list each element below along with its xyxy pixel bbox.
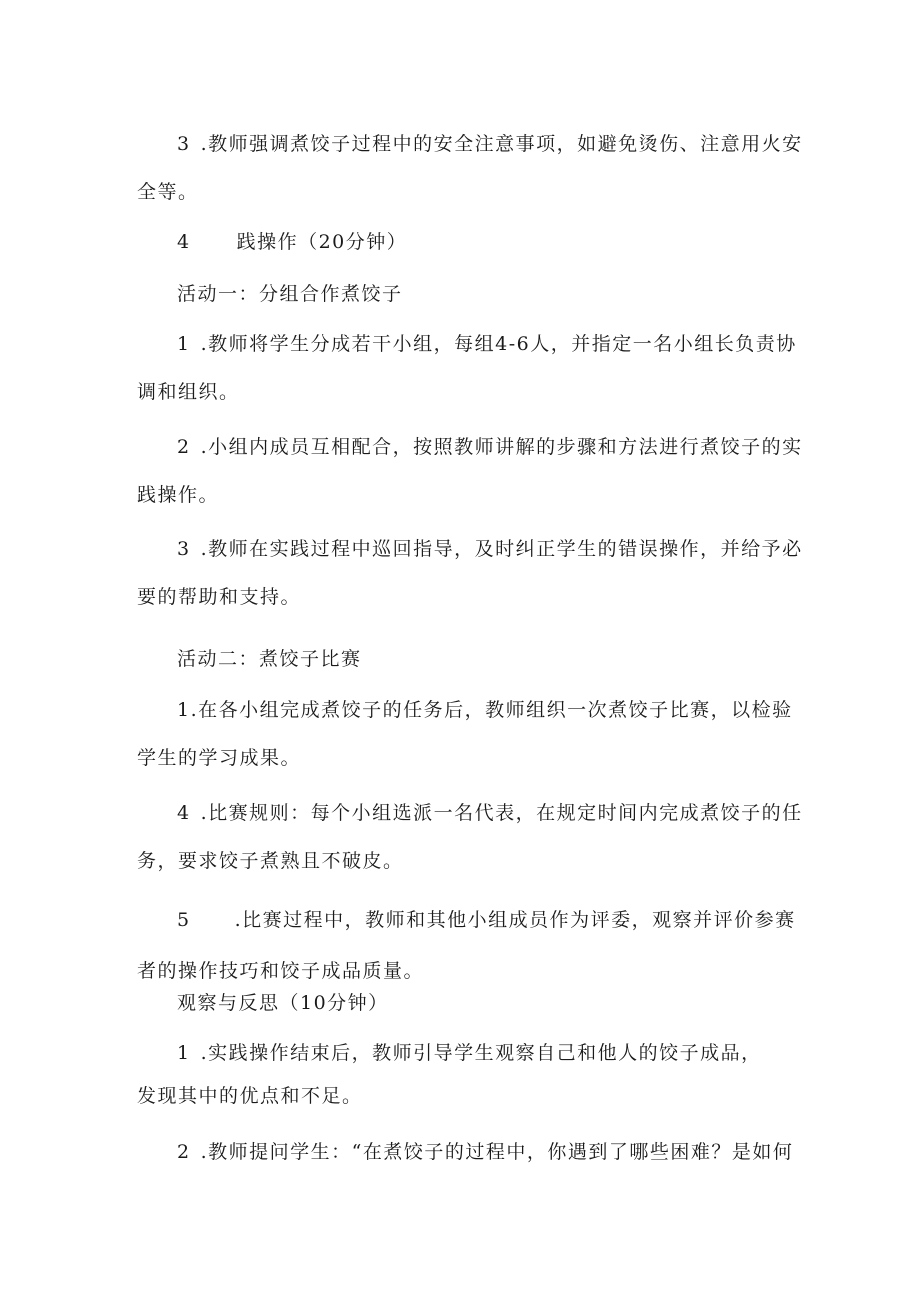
activity-one-title: 活动一：分组合作煮饺子 [177, 283, 403, 305]
activity-one-item-3-line-2: 要的帮助和支持。 [137, 586, 302, 608]
activity-one-item-2-line-2: 践操作。 [137, 484, 220, 506]
paragraph-text: .教师强调煮饺子过程中的安全注意事项，如避免烫伤、注意用火安 [200, 133, 803, 155]
item-number: 4 [177, 802, 191, 824]
activity-two-item-3-line-2: 者的操作技巧和饺子成品质量。 [137, 960, 425, 982]
activity-two-item-1-line-1: 1.在各小组完成煮饺子的任务后，教师组织一次煮饺子比赛，以检验 [177, 699, 793, 721]
activity-one-item-3-line-1 [177, 536, 803, 562]
paragraph-text: .教师将学生分成若干小组，每组4-6人，并指定一名小组长负责协 [200, 333, 797, 355]
paragraph-text: .教师在实践过程中巡回指导，及时纠正学生的错误操作，并给予必 [200, 538, 803, 560]
paragraph-text: .比赛规则：每个小组选派一名代表，在规定时间内完成煮饺子的任 [200, 802, 803, 824]
activity-two-item-2-line-1 [177, 800, 803, 826]
activity-one-item-1-line-1 [177, 331, 797, 357]
section-heading-practice [177, 229, 407, 255]
paragraph-text: .比赛过程中，教师和其他小组成员作为评委，观察并评价参赛 [234, 909, 796, 931]
activity-two-title: 活动二：煮饺子比赛 [177, 648, 362, 670]
reflection-item-2-line-1 [177, 1139, 793, 1165]
paragraph-text: .小组内成员互相配合，按照教师讲解的步骤和方法进行煮饺子的实 [200, 436, 803, 458]
reflection-item-1-line-2: 发现其中的优点和不足。 [137, 1085, 363, 1107]
paragraph-text: .实践操作结束后，教师引导学生观察自己和他人的饺子成品， [200, 1042, 762, 1064]
item-number: 3 [177, 133, 191, 155]
activity-two-item-1-line-2: 学生的学习成果。 [137, 747, 302, 769]
paragraph-3-line-2: 全等。 [137, 181, 199, 203]
paragraph-text: .教师提问学生：“在煮饺子的过程中，你遇到了哪些困难？是如何 [200, 1141, 794, 1163]
section-title: 践操作（20分钟） [236, 231, 408, 253]
item-number: 1 [177, 333, 191, 355]
paragraph-3-line-1 [177, 131, 803, 157]
item-number: 2 [177, 436, 191, 458]
item-number: 3 [177, 538, 191, 560]
item-number: 1 [177, 1042, 191, 1064]
reflection-item-1-line-1 [177, 1040, 762, 1066]
activity-one-item-2-line-1 [177, 434, 803, 460]
section-heading-reflection: 观察与反思（10分钟） [177, 992, 389, 1014]
item-number: 5 [177, 909, 191, 931]
item-number: 2 [177, 1141, 191, 1163]
activity-two-item-2-line-2: 务，要求饺子煮熟且不破皮。 [137, 850, 404, 872]
section-number: 4 [177, 231, 191, 253]
activity-two-item-3-line-1 [177, 907, 796, 933]
activity-one-item-1-line-2: 调和组织。 [137, 381, 240, 403]
